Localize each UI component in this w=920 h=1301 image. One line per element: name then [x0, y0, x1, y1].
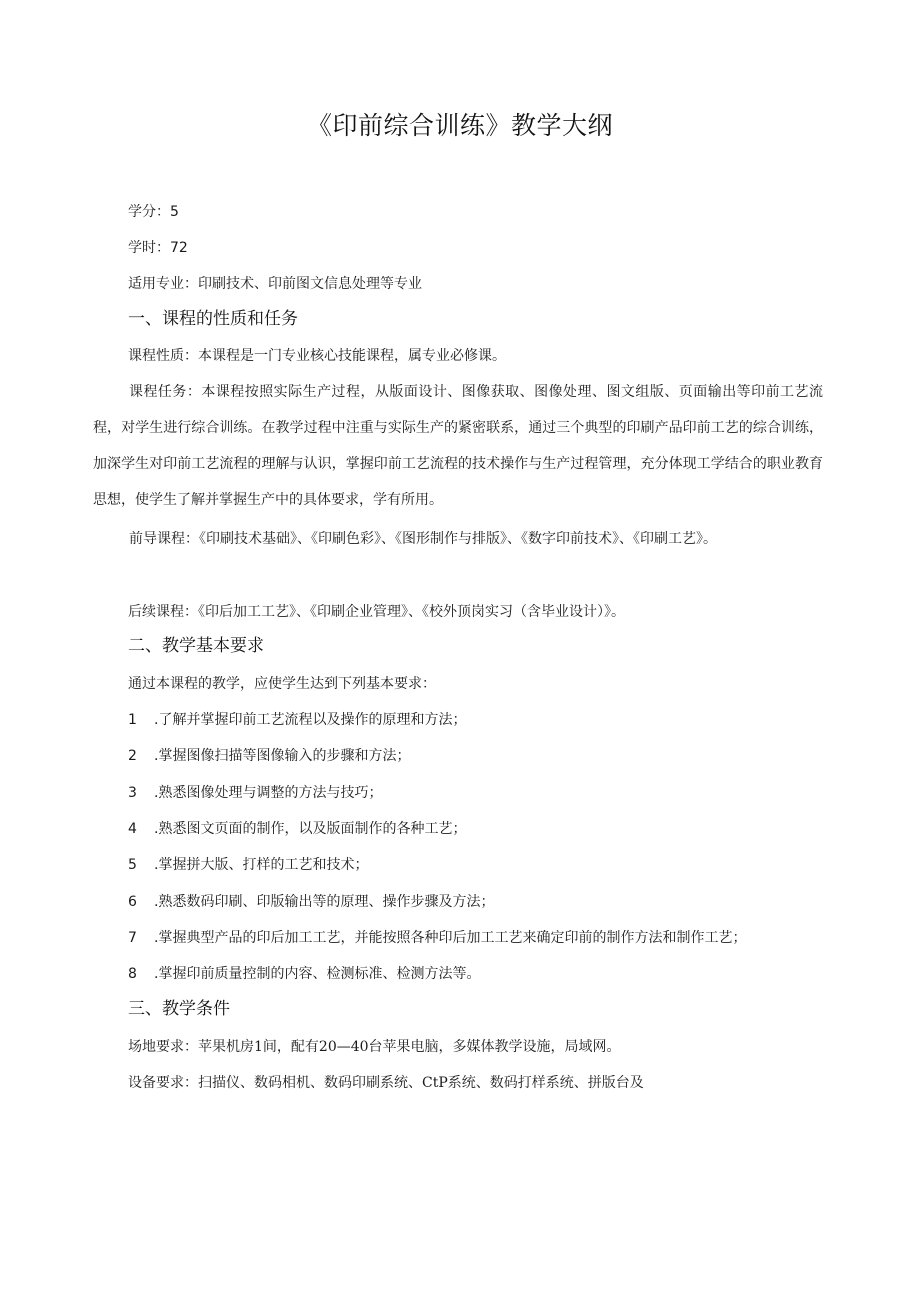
item-text: .掌握拼大版、打样的工艺和技术； — [154, 857, 369, 873]
item-number: 2 — [128, 748, 137, 764]
item-text: .熟悉图像处理与调整的方法与技巧； — [154, 785, 383, 801]
item-text: .熟悉数码印刷、印版输出等的原理、操作步骤及方法； — [154, 894, 495, 910]
course-nature: 课程性质：本课程是一门专业核心技能课程，属专业必修课。 — [128, 348, 506, 364]
requirement-item — [128, 747, 410, 765]
item-text: .掌握图像扫描等图像输入的步骤和方法； — [154, 748, 411, 764]
prerequisite-courses: 前导课程：《印刷技术基础》、《印刷色彩》、《图形制作与排版》、《数字印前技术》、《印刷工艺》。 — [129, 531, 717, 547]
equipment-requirements: 设备要求：扫描仪、数码相机、数码印刷系统、CtP系统、数码打样系统、拼版台及 — [128, 1075, 644, 1091]
requirement-item — [128, 856, 368, 874]
item-text: .掌握典型产品的印后加工工艺，并能按照各种印后加工工艺来确定印前的制作方法和制作工艺； — [154, 930, 747, 946]
hours-label: 学时： — [128, 240, 170, 256]
credits-label: 学分： — [128, 204, 170, 220]
item-number: 7 — [128, 930, 137, 946]
credits-value: 5 — [170, 204, 179, 220]
item-text: .了解并掌握印前工艺流程以及操作的原理和方法； — [154, 712, 467, 728]
requirement-item — [128, 965, 480, 983]
requirement-item — [128, 820, 466, 838]
item-number: 4 — [128, 821, 137, 837]
requirement-item — [128, 929, 746, 947]
section2-heading: 二、教学基本要求 — [128, 636, 264, 656]
item-number: 5 — [128, 857, 137, 873]
item-text: .熟悉图文页面的制作，以及版面制作的各种工艺； — [154, 821, 467, 837]
requirement-item — [128, 784, 382, 802]
item-number: 3 — [128, 785, 137, 801]
hours-line — [128, 239, 188, 257]
credits-line — [128, 203, 179, 221]
requirement-item — [128, 893, 494, 911]
course-task: 课程任务：本课程按照实际生产过程，从版面设计、图像获取、图像处理、图文组版、页面输出等印前工艺流程，对学生进行综合训练。在教学过程中注重与实际生产的紧密联系，通过三个典型的印刷产品印前工艺的综合训练，加深学生对印前工艺流程的理解与认识，掌握印前工艺流程的技术操作与生产过程管理，充分体现工学结合的职业教育思想，使学生了解并掌握生产中的具体要求，学有所用。 — [93, 384, 823, 508]
requirement-item — [128, 711, 466, 729]
item-number: 8 — [128, 966, 137, 982]
item-number: 6 — [128, 894, 137, 910]
document-title: 《印前综合训练》教学大纲 — [306, 111, 613, 140]
applicable-major: 适用专业：印刷技术、印前图文信息处理等专业 — [128, 276, 422, 292]
section3-heading: 三、教学条件 — [128, 999, 230, 1019]
item-text: .掌握印前质量控制的内容、检测标准、检测方法等。 — [154, 966, 481, 982]
hours-value: 72 — [170, 240, 188, 256]
requirements-intro: 通过本课程的教学，应使学生达到下列基本要求： — [128, 676, 436, 692]
venue-requirements: 场地要求：苹果机房1间，配有20—40台苹果电脑，多媒体教学设施，局域网。 — [128, 1039, 621, 1055]
section1-heading: 一、课程的性质和任务 — [128, 309, 298, 329]
followup-courses: 后续课程：《印后加工工艺》、《印刷企业管理》、《校外顶岗实习（含毕业设计）》。 — [128, 604, 625, 620]
item-number: 1 — [128, 712, 137, 728]
